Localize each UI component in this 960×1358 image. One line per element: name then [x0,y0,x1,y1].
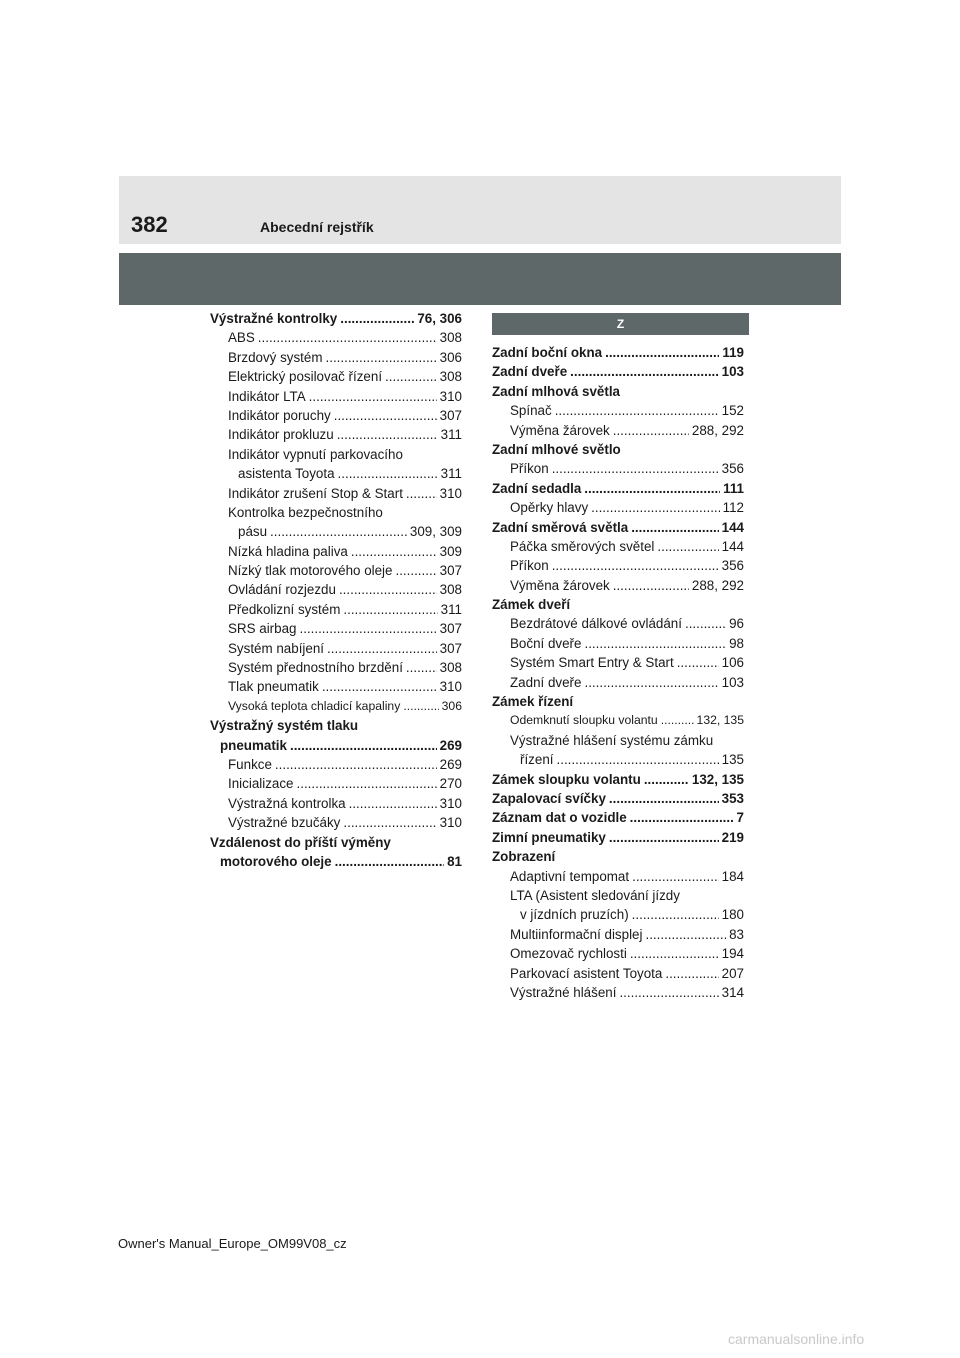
index-entry-page[interactable]: 112 [722,500,744,516]
index-entry [210,387,462,406]
index-entry-page[interactable]: 207 [721,965,744,981]
index-entry-page[interactable]: 310 [439,485,462,501]
index-entry [492,673,744,692]
index-entry [492,905,744,924]
index-entry-page[interactable]: 310 [439,795,462,811]
index-entry [210,425,462,444]
index-column-right [492,343,744,1002]
dot-leader [275,755,437,774]
dot-leader [645,925,726,944]
dot-leader [685,614,726,633]
index-entry-label: Vysoká teplota chladicí kapaliny [228,698,401,713]
dot-leader [340,309,414,328]
index-entry [210,716,462,735]
index-entry-page[interactable]: 180 [721,907,744,923]
dot-leader [557,750,719,769]
index-entry-page[interactable]: 311 [440,466,462,482]
dot-leader [552,556,719,575]
index-entry-page[interactable]: 309, 309 [409,524,462,540]
index-entry-page[interactable]: 353 [721,790,744,806]
index-entry [492,847,744,866]
dot-leader [661,711,694,730]
dot-leader [297,774,437,793]
index-entry [210,774,462,793]
index-entry-page[interactable]: 111 [723,480,744,496]
index-entry-page[interactable]: 308 [439,330,462,346]
index-entry-label: Výstražné bzučáky [228,815,341,831]
index-entry-page[interactable]: 144 [721,519,744,535]
index-entry-label: v jízdních pruzích) [520,907,629,923]
index-entry-page[interactable]: 219 [721,829,744,845]
index-entry [492,634,744,653]
index-entry [492,925,744,944]
index-entry [210,309,462,328]
index-entry [492,459,744,478]
index-entry-label: Kontrolka bezpečnostního [228,504,383,520]
dot-leader [570,362,718,381]
index-entry-page[interactable]: 307 [439,621,462,637]
index-entry-page[interactable]: 132, 135 [691,771,744,787]
index-entry-label: Indikátor vypnutí parkovacího [228,446,403,462]
index-entry-page[interactable]: 81 [447,853,462,869]
letter-heading: Z [492,313,749,335]
index-entry-page[interactable]: 308 [439,660,462,676]
index-entry-label: Parkovací asistent Toyota [510,965,663,981]
index-entry [492,964,744,983]
index-entry-page[interactable]: 7 [736,810,744,826]
index-entry [210,833,462,852]
index-entry-page[interactable]: 308 [439,582,462,598]
index-entry-page[interactable]: 269 [439,756,462,772]
index-entry-label: řízení [520,752,554,768]
index-entry [210,445,462,464]
index-entry [492,944,744,963]
index-entry [210,367,462,386]
dot-leader [337,425,438,444]
index-entry [492,537,744,556]
index-entry-label: Nízká hladina paliva [228,543,348,559]
dot-leader [632,867,719,886]
dot-leader [644,770,689,789]
index-entry [492,518,744,537]
index-entry-label: Vzdálenost do příští výměny [210,834,391,850]
index-entry [492,343,744,362]
index-entry-page[interactable]: 288, 292 [691,577,744,593]
dot-leader [632,905,719,924]
index-entry [210,348,462,367]
dot-leader [619,983,718,1002]
index-entry [492,867,744,886]
index-entry-label: Indikátor zrušení Stop & Start [228,485,403,501]
index-entry-label: ABS [228,330,255,346]
index-entry [492,556,744,575]
index-entry [492,750,744,769]
index-entry-label: Příkon [510,461,549,477]
index-entry-label: Výměna žárovek [510,577,610,593]
index-entry-label: Odemknutí sloupku volantu [510,713,658,728]
dot-leader [631,518,718,537]
index-entry-label: Páčka směrových světel [510,538,655,554]
index-entry [492,692,744,711]
index-entry-label: Indikátor poruchy [228,407,331,423]
index-entry-label: Výstražné hlášení [510,984,617,1000]
index-entry [210,852,462,871]
index-entry-label: Zimní pneumatiky [492,829,606,845]
dot-leader [406,658,437,677]
dot-leader [299,619,436,638]
dot-leader [609,789,719,808]
page-title: Abecední rejstřík [260,219,374,235]
dot-leader [349,794,437,813]
dot-leader [322,677,437,696]
index-entry [492,479,744,498]
index-entry-label: Indikátor LTA [228,388,306,404]
index-entry [492,789,744,808]
index-entry-page[interactable]: 103 [721,674,744,690]
index-entry-label: Nízký tlak motorového oleje [228,563,393,579]
index-entry-label: Záznam dat o vozidle [492,810,627,826]
index-entry-page[interactable]: 98 [729,635,744,651]
index-entry [210,658,462,677]
index-entry-label: Systém Smart Entry & Start [510,655,674,671]
dot-leader [270,522,407,541]
index-entry-page[interactable]: 310 [439,388,462,404]
index-entry-page[interactable]: 356 [721,461,744,477]
index-entry-label: Výměna žárovek [510,422,610,438]
index-entry [492,382,744,401]
dot-leader [555,401,719,420]
dot-leader [630,808,734,827]
index-entry-label: Opěrky hlavy [510,500,589,516]
index-entry [210,406,462,425]
index-entry-label: Zámek sloupku volantu [492,771,641,787]
dot-leader [605,343,719,362]
index-entry [210,542,462,561]
index-entry-page[interactable]: 76, 306 [417,311,462,326]
index-entry-page[interactable]: 306 [441,698,462,713]
index-entry-page[interactable]: 135 [721,752,744,768]
dot-leader [613,421,689,440]
index-entry [492,731,744,750]
index-entry-page[interactable]: 307 [439,640,462,656]
index-entry-page[interactable]: 152 [721,403,744,419]
index-entry [210,639,462,658]
index-entry-label: Spínač [510,403,552,419]
index-entry-label: asistenta Toyota [238,466,335,482]
dot-leader [584,673,718,692]
dot-leader [327,639,437,658]
index-entry [210,736,462,755]
index-entry-label: Zadní mlhová světla [492,383,620,399]
dot-leader [258,328,437,347]
index-entry-page[interactable]: 103 [721,364,744,380]
dot-leader [657,537,718,556]
watermark: carmanualsonline.info [728,1331,865,1347]
index-entry-label: SRS airbag [228,621,297,637]
index-entry [210,755,462,774]
index-entry-label: Zadní směrová světla [492,519,629,535]
index-entry [492,770,744,789]
index-entry-page[interactable]: 144 [721,538,744,554]
index-entry-page[interactable]: 310 [439,679,462,695]
index-entry [492,421,744,440]
index-entry-page[interactable]: 309 [439,543,462,559]
index-entry [210,794,462,813]
index-entry [492,711,744,730]
index-entry-page[interactable]: 288, 292 [691,422,744,438]
dot-leader [591,498,720,517]
index-entry-label: LTA (Asistent sledování jízdy [510,887,680,903]
dot-leader [630,944,719,963]
index-entry [210,619,462,638]
index-entry-label: Multiinformační displej [510,926,643,942]
index-entry-label: Předkolizní systém [228,601,341,617]
index-entry-label: Výstražná kontrolka [228,795,346,811]
index-entry [210,580,462,599]
index-entry [210,561,462,580]
header-band [119,176,841,244]
footer-text: Owner's Manual_Europe_OM99V08_cz [118,1236,347,1251]
index-entry-label: Ovládání rozjezdu [228,582,336,598]
index-entry-label: Zámek dveří [492,597,571,613]
index-entry [210,522,462,541]
dot-leader [609,828,719,847]
dot-leader [584,634,726,653]
index-entry-page[interactable]: 307 [439,563,462,579]
dot-leader [406,484,437,503]
index-entry-label: Inicializace [228,776,294,792]
index-entry [210,697,462,716]
index-entry [210,813,462,832]
index-entry [210,600,462,619]
index-entry-page[interactable]: 308 [439,369,462,385]
index-entry [492,653,744,672]
index-entry-page[interactable]: 314 [721,984,744,1000]
index-entry-label: Bezdrátové dálkové ovládání [510,616,682,632]
dot-leader [339,580,437,599]
index-entry [492,808,744,827]
dot-leader [343,813,436,832]
index-entry-label: Indikátor prokluzu [228,427,334,443]
index-entry-label: Systém nabíjení [228,640,325,656]
index-entry-page[interactable]: 96 [729,616,744,632]
dot-leader [290,736,437,755]
dot-leader [395,561,436,580]
index-entry-label: Výstražné kontrolky [210,311,338,326]
index-entry [492,983,744,1002]
index-entry-page[interactable]: 307 [439,407,462,423]
index-entry [210,677,462,696]
index-entry-label: Zadní dveře [510,674,582,690]
index-entry-label: Boční dveře [510,635,582,651]
dot-leader [338,464,438,483]
dot-leader [403,697,438,716]
dot-leader [552,459,719,478]
index-entry-label: Výstražné hlášení systému zámku [510,732,714,748]
dot-leader [343,600,437,619]
index-entry-label: Funkce [228,756,272,772]
index-entry-page[interactable]: 270 [439,776,462,792]
index-entry-label: Zadní boční okna [492,345,603,360]
index-entry-page[interactable]: 106 [721,655,744,671]
dot-leader [385,367,437,386]
index-entry [492,595,744,614]
index-entry-label: Adaptivní tempomat [510,868,630,884]
index-entry-page[interactable]: 310 [439,815,462,831]
index-entry-page[interactable]: 306 [439,349,462,365]
index-entry-label: pneumatik [220,737,287,753]
index-entry-label: Omezovač rychlosti [510,946,627,962]
index-entry-label: motorového oleje [220,853,332,869]
index-entry-label: Elektrický posilovač řízení [228,369,383,385]
index-column-left [210,309,462,871]
index-entry-page[interactable]: 83 [729,926,744,942]
dot-leader [334,406,437,425]
index-entry [210,503,462,522]
index-entry-label: pásu [238,524,268,540]
index-entry-label: Zámek řízení [492,694,574,710]
index-entry [492,498,744,517]
index-entry-label: Příkon [510,558,549,574]
index-entry-label: Tlak pneumatik [228,679,319,695]
dot-leader [351,542,437,561]
page-number: 382 [131,212,168,237]
index-entry-label: Brzdový systém [228,349,323,365]
index-entry-label: Zadní dveře [492,364,568,380]
index-entry [492,614,744,633]
header-dark-band [119,253,841,305]
index-entry-page[interactable]: 194 [721,946,744,962]
dot-leader [677,653,719,672]
index-entry [492,886,744,905]
index-entry-page[interactable]: 311 [440,427,462,443]
index-entry [210,464,462,483]
index-entry-page[interactable]: 356 [721,558,744,574]
dot-leader [309,387,437,406]
index-entry [210,484,462,503]
index-entry-page[interactable]: 269 [439,737,462,753]
index-entry-label: Zapalovací svíčky [492,790,606,806]
dot-leader [613,576,689,595]
index-entry-page[interactable]: 132, 135 [696,713,744,728]
index-entry [210,328,462,347]
index-entry-label: Systém přednostního brzdění [228,660,403,676]
dot-leader [584,479,720,498]
index-entry [492,828,744,847]
dot-leader [665,964,718,983]
index-entry [492,440,744,459]
dot-leader [335,852,444,871]
index-entry [492,401,744,420]
index-entry-page[interactable]: 119 [722,345,744,360]
index-entry-label: Zobrazení [492,849,556,865]
dot-leader [326,348,437,367]
index-entry-label: Zadní mlhové světlo [492,441,621,457]
index-entry [492,362,744,381]
index-entry-page[interactable]: 311 [440,601,462,617]
index-entry [492,576,744,595]
index-entry-label: Zadní sedadla [492,480,582,496]
index-entry-label: Výstražný systém tlaku [210,718,359,734]
index-entry-page[interactable]: 184 [721,868,744,884]
